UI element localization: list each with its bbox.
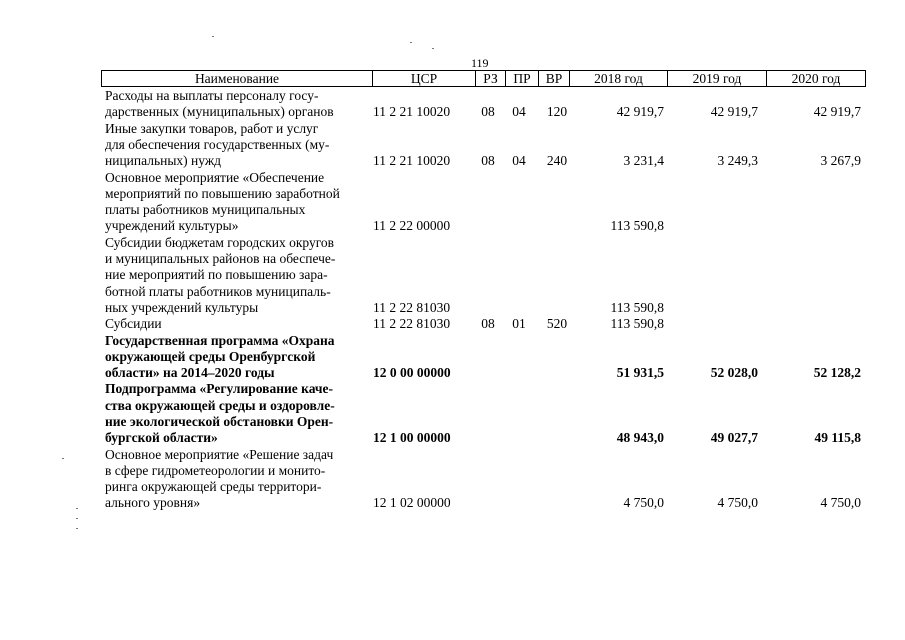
row-pr: 04 [512,153,526,169]
scan-speck [62,458,64,459]
row-vr: 120 [546,104,568,120]
row-2019: 4 750,0 [717,495,758,511]
row-name-line: Субсидии [105,316,162,332]
row-name-line: и муниципальных районов на обеспече- [105,250,336,266]
row-rz: 08 [481,153,495,169]
row-name-line: ринга окружающей среды территори- [105,479,322,495]
row-2019: 52 028,0 [710,365,758,381]
row-name-line: окружающей среды Оренбургской [105,348,316,364]
header-2018: 2018 год [569,71,667,86]
row-name-line: Подпрограмма «Регулирование каче- [105,381,334,397]
row-2020: 49 115,8 [814,430,861,446]
row-2020: 52 128,2 [813,365,861,381]
row-2018: 48 943,0 [616,430,664,446]
row-name [105,316,360,332]
row-name [105,121,360,170]
row-name [105,381,360,446]
row-name [105,170,360,235]
row-name-line: ние экологической обстановки Орен- [105,413,334,429]
row-name-line: бургской области» [105,430,218,446]
row-csr: 11 2 21 10020 [373,153,451,169]
row-name-line: Государственная программа «Охрана [105,332,335,348]
row-2018: 113 590,8 [610,316,664,332]
header-pr: ПР [505,71,538,86]
row-vr: 240 [546,153,568,169]
row-csr: 11 2 22 81030 [373,299,451,315]
row-csr: 12 1 00 00000 [373,430,451,446]
header-rz: РЗ [475,71,505,86]
row-name-line: ниципальных) нужд [105,153,222,169]
table-row [0,235,905,317]
row-2019: 42 919,7 [710,104,758,120]
row-name-line: ботной платы работников муниципаль- [105,283,331,299]
row-name-line: в сфере гидрометеорологии и монито- [105,462,326,478]
row-csr: 11 2 22 00000 [373,218,451,234]
row-csr: 12 1 02 00000 [373,495,451,511]
scan-speck [410,42,412,43]
header-csr: ЦСР [372,71,475,86]
row-name-line: ального уровня» [105,495,201,511]
scan-speck [212,36,214,37]
row-name-line: Расходы на выплаты персоналу госу- [105,88,319,103]
header-2019: 2019 год [667,71,766,86]
scan-speck [432,48,434,49]
row-2018: 51 931,5 [616,365,664,381]
table-header [101,70,866,87]
row-name-line: платы работников муниципальных [105,202,306,218]
row-csr: 12 0 00 00000 [373,365,451,381]
row-2019: 3 249,3 [717,153,758,169]
row-name-line: Субсидии бюджетам городских округов [105,234,335,250]
row-name [105,447,360,512]
row-name-line: учреждений культуры» [105,218,239,234]
row-rz: 08 [481,316,495,332]
row-name-line: дарственных (муниципальных) органов [105,104,334,120]
table-row [0,170,905,235]
table-row [0,447,905,512]
row-name [105,235,360,316]
row-2018: 113 590,8 [610,218,664,234]
row-name-line: Иные закупки товаров, работ и услуг [105,120,319,136]
row-name-line: области» на 2014–2020 годы [105,365,275,381]
row-name-line: Основное мероприятие «Обеспечение [105,169,325,185]
row-csr: 11 2 22 81030 [373,316,451,332]
row-2018: 42 919,7 [616,104,664,120]
row-2018: 3 231,4 [623,153,664,169]
table-row [0,333,905,382]
row-2018: 4 750,0 [623,495,664,511]
row-rz: 08 [481,104,495,120]
row-name [105,333,360,382]
table-row [0,316,905,332]
row-name-line: ства окружающей среды и оздоровле- [105,397,335,413]
row-vr: 520 [546,316,568,332]
row-name-line: для обеспечения государственных (му- [105,136,330,152]
scan-speck [76,518,78,519]
row-csr: 11 2 21 10020 [373,104,451,120]
header-2020: 2020 год [766,71,865,86]
page-number: 119 [471,56,489,70]
row-2020: 42 919,7 [813,104,861,120]
row-pr: 01 [512,316,526,332]
row-2020: 3 267,9 [820,153,861,169]
row-2020: 4 750,0 [820,495,861,511]
table-row [0,121,905,170]
row-name-line: ние мероприятий по повышению зара- [105,267,328,283]
header-name: Наименование [194,71,280,86]
scan-speck [76,508,78,509]
row-2018: 113 590,8 [610,299,664,315]
row-name-line: мероприятий по повышению заработной [105,185,340,201]
header-vr: ВР [538,71,569,86]
table-row [0,88,905,121]
row-2019: 49 027,7 [710,430,758,446]
row-pr: 04 [512,104,526,120]
table-row [0,381,905,446]
row-name-line: ных учреждений культуры [105,299,259,315]
row-name-line: Основное мероприятие «Решение задач [105,446,334,462]
scan-speck [76,528,78,529]
row-name [105,88,360,121]
